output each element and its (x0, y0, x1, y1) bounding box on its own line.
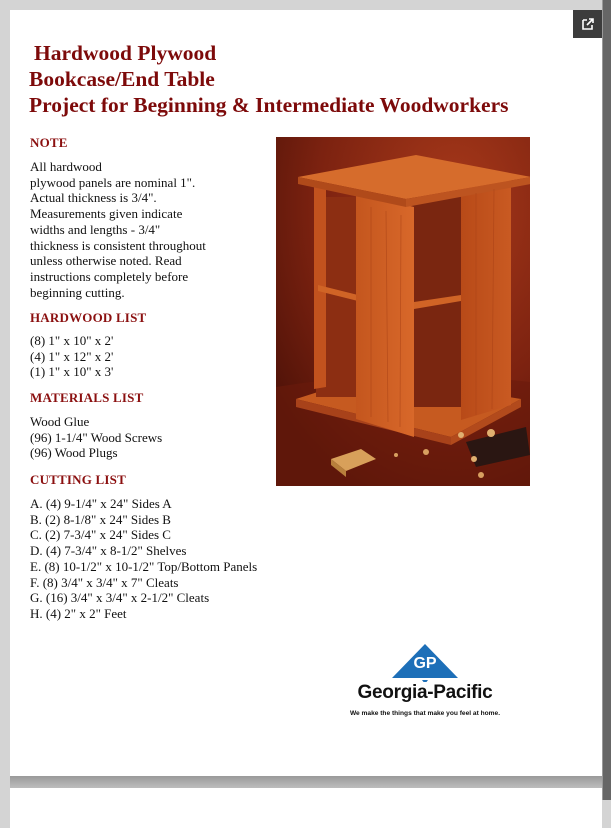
list-item: E. (8) 10-1/2" x 10-1/2" Top/Bottom Panels (30, 558, 258, 574)
materials-list (30, 414, 162, 461)
document-title (29, 40, 509, 118)
list-item: C. (2) 7-3/4" x 24" Sides C (30, 527, 171, 543)
title-line-1: Hardwood Plywood (34, 41, 217, 65)
list-item: (96) Wood Plugs (30, 445, 118, 461)
list-item: D. (4) 7-3/4" x 8-1/2" Shelves (30, 543, 187, 559)
note-text (30, 159, 206, 300)
georgia-pacific-logo (330, 642, 520, 724)
note-line: beginning cutting. (30, 284, 125, 300)
page-separator (10, 776, 602, 788)
materials-list-heading: MATERIALS LIST (30, 390, 144, 405)
note-line: All hardwood (30, 159, 102, 174)
bookcase-photo (276, 137, 530, 486)
note-line: unless otherwise noted. Read (30, 253, 182, 269)
cutting-list-heading: CUTTING LIST (30, 472, 126, 487)
note-line: Measurements given indicate (30, 206, 183, 222)
note-line: Actual thickness is 3/4". (30, 190, 157, 206)
title-line-3: Project for Beginning & Intermediate Woodworkers (29, 93, 509, 117)
logo-company-name: Georgia-Pacific (357, 682, 493, 703)
list-item: A. (4) 9-1/4" x 24" Sides A (30, 496, 172, 511)
list-item: (96) 1-1/4" Wood Screws (30, 429, 163, 445)
note-line: instructions completely before (30, 268, 189, 284)
list-item: (8) 1" x 10" x 2' (30, 333, 114, 348)
list-item: (1) 1" x 10" x 3' (30, 364, 114, 380)
hardwood-list (30, 333, 113, 380)
note-line: thickness is consistent throughout (30, 237, 206, 253)
hardwood-list-heading: HARDWOOD LIST (30, 310, 147, 325)
logo-tagline: We make the things that make you feel at home. (349, 710, 501, 717)
list-item: Wood Glue (30, 414, 90, 429)
gp-badge-text: GP (413, 655, 437, 672)
list-item: B. (2) 8-1/8" x 24" Sides B (30, 511, 171, 527)
document-page-next (10, 788, 602, 828)
bookcase-illustration (276, 137, 530, 486)
note-line: widths and lengths - 3/4" (30, 221, 161, 237)
note-line: plywood panels are nominal 1". (30, 174, 196, 190)
list-item: F. (8) 3/4" x 3/4" x 7" Cleats (30, 574, 179, 590)
popout-button[interactable] (573, 10, 602, 38)
list-item: (4) 1" x 12" x 2' (30, 348, 114, 364)
title-line-2: Bookcase/End Table (29, 67, 215, 91)
cutting-list (30, 496, 257, 622)
list-item: H. (4) 2" x 2" Feet (30, 605, 127, 621)
note-heading: NOTE (30, 135, 68, 150)
list-item: G. (16) 3/4" x 3/4" x 2-1/2" Cleats (30, 590, 210, 606)
scrollbar[interactable] (602, 0, 611, 800)
open-in-new-window-icon (581, 17, 595, 31)
